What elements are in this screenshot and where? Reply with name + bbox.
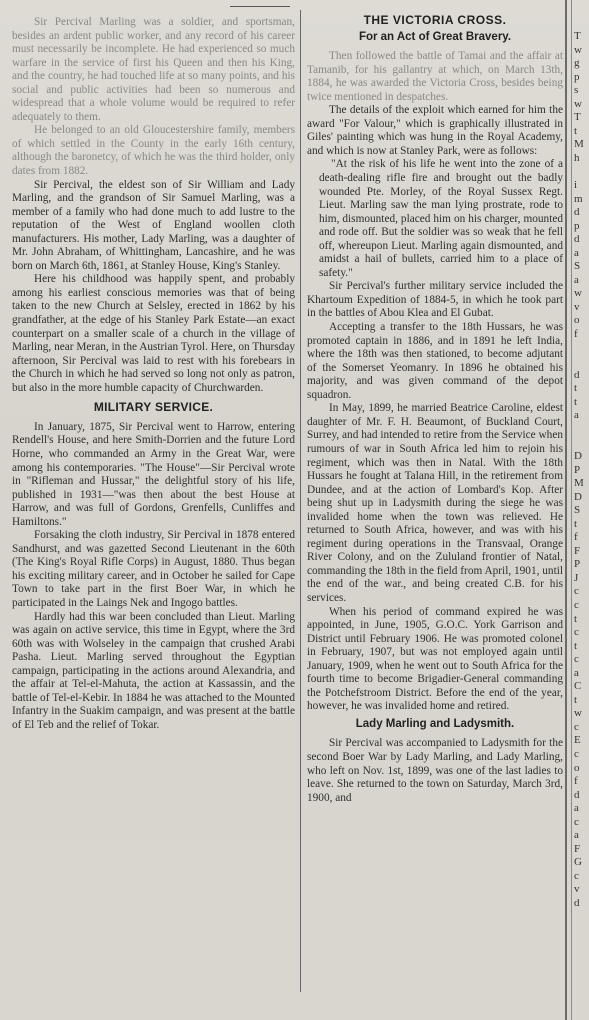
edge-fragment: D [574, 449, 582, 462]
edge-fragment: w [574, 287, 582, 300]
edge-fragment [574, 423, 589, 437]
edge-fragment: m [574, 192, 583, 205]
edge-fragment: F [574, 842, 581, 855]
intro-paragraph: Sir Percival Marling was a soldier, and sportsman, besides an ardent public worker, and any record of his career must necessarily be incomplete. He had experienced so much warfare in the service of first his Queen and then his King, and the country, he had touched life at so many points, and his social and public activities had been so numerous and widespread that a whole volume would be required to refer adequately to them. [12, 16, 295, 123]
edge-fragment: c [574, 598, 579, 611]
victoria-cross-subheading: For an Act of Great Bravery. [358, 30, 512, 43]
edge-fragment: G [574, 856, 582, 869]
edge-fragment: S [574, 260, 581, 273]
right-column-rule-2 [571, 0, 572, 1020]
edge-fragment: w [574, 707, 582, 720]
edge-fragment: o [574, 761, 580, 774]
edge-fragment: c [574, 720, 579, 733]
edge-fragment: t [574, 693, 578, 706]
left-column [12, 16, 295, 732]
edge-fragment: M [574, 138, 584, 151]
edge-fragment: s [574, 84, 579, 97]
edge-fragment: c [574, 626, 579, 639]
exploit-details-paragraph: The details of the exploit which earned for him the award "For Valour," which is graphically illustrated in Giles' painting which was hung in the Royal Academy, and which is now at Stanley Park, were as follows: [307, 104, 563, 157]
edge-fragment: J [574, 571, 579, 584]
edge-fragment: P [574, 463, 581, 476]
edge-fragment: p [574, 219, 580, 232]
edge-fragment: d [574, 233, 580, 246]
column-divider [300, 10, 301, 992]
edge-fragment: o [574, 314, 580, 327]
edge-fragment: t [574, 612, 578, 625]
edge-fragment: t [574, 517, 578, 530]
edge-fragment: p [574, 70, 580, 83]
edge-fragment: c [574, 585, 579, 598]
edge-fragment: w [574, 43, 582, 56]
khartoum-paragraph: Sir Percival's further military service included the Khartoum Expedition of 1884-5, in which he took part in the battles of Abou Klea and El Gubat. [307, 280, 563, 320]
edge-fragment: P [574, 558, 581, 571]
marriage-paragraph: In May, 1899, he married Beatrice Caroline, eldest daughter of Mr. F. H. Beaumont, of Buckland Court, Surrey, and had intended to retire from the Service when rumours of war in South Africa led him to rejoin his regiment, which was then in Natal. With the 18th Hussars he fought at Talana Hill, in the retirement from Dundee, and at the action of Lombard's Kop. After being shut up in Ladysmith during the siege he was invalided home when the town was relieved. He returned to South Africa, however, and was with his regiment during operations in the Transvaal, Orange River Colony, and on the Zululand frontier of Natal, commanding the 18th in the field from April, 1901, until the end of the war., and being created C.B. for his services. [307, 402, 563, 604]
tamai-paragraph: Then followed the battle of Tamai and the affair at Tamanib, for his gallantry at which, on March 13th, 1884, he was awarded the Victoria Cross, besides being twice mentioned in despatches. [307, 50, 563, 103]
edge-fragment: d [574, 788, 580, 801]
edge-fragment: c [574, 747, 579, 760]
citation-quote: "At the risk of his life he went into the zone of a death-dealing rifle fire and brought out the badly wounded Pte. Morley, of the Royal Sussex Regt. Lieut. Marling saw the man lying prostrate, rode to him, dismounted, placed him on his charger, mounted and rode off. But the soldier was so weak that he fell off, whereupon Lieut. Marling again dismounted, and amidst a hail of bullets, carried him to a place of safety." [319, 158, 563, 279]
edge-fragment: t [574, 395, 578, 408]
ladysmith-paragraph: Sir Percival was accompanied to Ladysmith for the second Boer War by Lady Marling, and Lady Marling, who left on Nov. 1st, 1899, was one of the last ladies to leave. She returned to the town on Saturday, March 3rd, 1900, and [307, 737, 563, 804]
edge-fragment [574, 355, 589, 369]
hussars-paragraph: Accepting a transfer to the 18th Hussars, he was promoted captain in 1886, and in 1891 he left India, where the 18th was then stationed, to become adjutant of the Somerset Yeomanry. In 1896 he obtained his majority, and was given command of the depot squadron. [307, 321, 563, 401]
edge-fragment: i [574, 179, 578, 192]
edge-fragment: T [574, 111, 581, 124]
edge-fragment: d [574, 368, 580, 381]
military-service-heading: MILITARY SERVICE. [93, 400, 214, 415]
clipped-next-column [574, 30, 589, 911]
edge-fragment: E [574, 734, 581, 747]
childhood-paragraph: Here his childhood was happily spent, and probably among his earliest conscious memories was that of being taken to the new Church at Selsley, erected in 1862 by his grandfather, at the edge of his Stanley Park Estate—an exact counterpart on a smaller scale of a church in the village of Marling, near Meran, in the Austrian Tyrol. Here, on Thursday afternoon, Sir Percival was laid to rest with his forebears in the Church in which he had served so long not only as patron, but also in the more humble capacity of Churchwarden. [12, 273, 295, 394]
edge-fragment: a [574, 409, 579, 422]
edge-fragment: t [574, 124, 578, 137]
command-paragraph: When his period of command expired he was appointed, in June, 1905, G.O.C. York Garrison and District until February 1906. He was promoted colonel in February, 1907, but was not employed again until January, 1909, when he went out to South Africa for the fourth time to become Brigadier-General commanding the Potchefstroom District. Before the end of the year, however, he was invalided home and retired. [307, 605, 563, 713]
edge-fragment: C [574, 680, 582, 693]
edge-fragment: a [574, 273, 579, 286]
middle-column [307, 14, 563, 805]
edge-fragment [574, 342, 589, 356]
edge-fragment: a [574, 829, 579, 842]
edge-fragment: t [574, 382, 578, 395]
edge-fragment: w [574, 97, 582, 110]
edge-fragment: a [574, 802, 579, 815]
egypt-paragraph: Hardly had this war been concluded than Lieut. Marling was again on active service, this time in Egypt, where the 3rd 60th was with Wolseley in the campaign that crushed Arabi Pasha. Lieut. Marling served throughout the Egyptian campaign, participating in the actions around Alexandria, and the affair at Tel-el-Mahuta, the action at Kassassin, and the battle of Tel-el-Kebir. In 1884 he was attached to the Mounted Infantry in the Suakim campaign, and was present at the battle of El Teb and the relief of Tokar. [12, 610, 295, 731]
edge-fragment: a [574, 666, 579, 679]
sandhurst-paragraph: Forsaking the cloth industry, Sir Percival in 1878 entered Sandhurst, and was gazetted Second Lieutenant in the 60th (The King's Royal Rifle Corps) in August, 1880. Thus began his exciting military career, and in October he sailed for Cape Town to take part in the first Boer War, in which he participated in the Laings Nek and Ingogo battles. [12, 529, 295, 609]
edge-fragment [574, 165, 589, 179]
edge-fragment: v [574, 883, 580, 896]
edge-fragment: g [574, 57, 580, 70]
edge-fragment: M [574, 477, 584, 490]
edge-fragment: c [574, 653, 579, 666]
edge-fragment: a [574, 246, 579, 259]
ladysmith-heading: Lady Marling and Ladysmith. [355, 717, 515, 730]
edge-fragment: f [574, 531, 578, 544]
edge-fragment: h [574, 151, 580, 164]
top-rule [230, 6, 290, 7]
edge-fragment: c [574, 815, 579, 828]
edge-fragment: D [574, 490, 582, 503]
edge-fragment: F [574, 544, 581, 557]
edge-fragment: d [574, 206, 580, 219]
edge-fragment: d [574, 897, 580, 909]
edge-fragment: f [574, 775, 578, 788]
right-column-rule [565, 0, 567, 1020]
edge-fragment: c [574, 869, 579, 882]
victoria-cross-heading: THE VICTORIA CROSS. [363, 13, 507, 27]
edge-fragment: S [574, 504, 581, 517]
edge-fragment: t [574, 639, 578, 652]
parentage-paragraph: Sir Percival, the eldest son of Sir William and Lady Marling, and the grandson of Sir Samuel Marling, was a member of a family who had done much to add lustre to the reputation of the West of England woollen cloth manufacturers. His mother, Lady Marling, was a daughter of Mr. John Abraham, of Whittingham, Lancashire, and he was born on March 6th, 1861, at Stanley House, King's Stanley. [12, 178, 295, 272]
harrow-paragraph: In January, 1875, Sir Percival went to Harrow, entering Rendell's House, and here Smith-Dorrien and the future Lord Horne, who commanded an Army in the Great War, were among his contemporaries. "The House"—Sir Percival wrote in "Rifleman and Hussar," the delightful story of his life, published in 1931—"was then about the best House at Harrow, and was full of Gordons, Grenfells, Cunliffes and Hamiltons." [12, 420, 295, 528]
edge-fragment: f [574, 328, 578, 341]
family-paragraph: He belonged to an old Gloucestershire family, members of which settled in the County in the early 16th century, although the baronetcy, of which he was the third holder, only dates from 1882. [12, 124, 295, 178]
edge-fragment: v [574, 300, 580, 313]
edge-fragment: T [574, 30, 581, 42]
edge-fragment [574, 436, 589, 450]
